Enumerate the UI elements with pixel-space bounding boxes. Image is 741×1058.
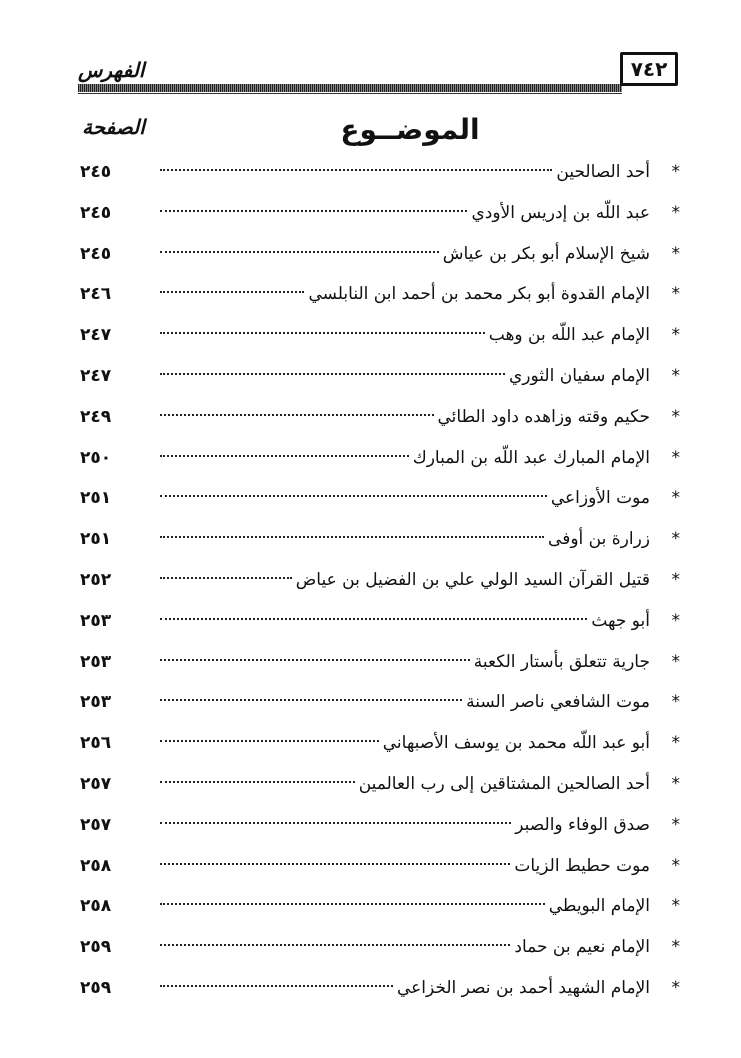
page-number: ٧٤٢ <box>620 52 678 86</box>
toc-entry-title: قتيل القرآن السيد الولي علي بن الفضيل بن عياض <box>295 569 650 590</box>
toc-entry <box>80 682 680 723</box>
toc-entry <box>80 764 680 805</box>
dot-leader <box>160 290 304 293</box>
toc-entry-title: أبو عبد اللّه محمد بن يوسف الأصبهاني <box>382 733 650 754</box>
toc-entry-title: أحد الصالحين <box>556 162 650 182</box>
toc-entry <box>80 397 680 438</box>
toc-entry-page: ٢٤٩ <box>80 406 112 427</box>
toc-entry-page: ٢٤٧ <box>80 325 112 346</box>
dot-leader <box>160 576 292 579</box>
toc-entry-page: ٢٥١ <box>80 529 112 550</box>
toc-entry-title: الإمام القدوة أبو بكر محمد بن أحمد ابن النابلسي <box>308 284 650 305</box>
dot-leader <box>160 658 470 661</box>
toc-entry <box>80 193 680 234</box>
toc-entry-page: ٢٤٥ <box>80 202 112 223</box>
dot-leader <box>160 535 544 538</box>
running-title: الفهرس <box>78 58 145 82</box>
dot-leader <box>160 250 439 253</box>
toc-entry-page: ٢٥٩ <box>80 937 112 958</box>
toc-entry-page: ٢٥٣ <box>80 610 112 631</box>
toc-entry <box>80 519 680 560</box>
bullet-icon: * <box>671 692 680 713</box>
toc-entry-page: ٢٥٧ <box>80 814 112 835</box>
dot-leader <box>160 494 547 497</box>
bullet-icon: * <box>671 284 680 305</box>
dot-leader <box>160 739 379 742</box>
dot-leader <box>160 372 505 375</box>
toc-entry-title: موت حطيط الزيات <box>514 855 650 876</box>
bullet-icon: * <box>671 855 680 876</box>
toc-entry-title: موت الأوزاعي <box>550 488 650 509</box>
header-rule-thin <box>78 93 622 94</box>
bullet-icon: * <box>671 733 680 754</box>
bullet-icon: * <box>671 162 680 182</box>
page-header <box>78 52 678 96</box>
toc-entry-page: ٢٤٧ <box>80 365 112 386</box>
bullet-icon: * <box>671 365 680 386</box>
dot-leader <box>160 617 587 620</box>
bullet-icon: * <box>671 610 680 631</box>
column-heading-page: الصفحة <box>82 115 145 139</box>
toc-entry-title: الإمام سفيان الثوري <box>508 365 650 386</box>
dot-leader <box>160 331 485 334</box>
toc-entry <box>80 886 680 927</box>
dot-leader <box>160 454 409 457</box>
toc-entry-page: ٢٥٧ <box>80 773 112 794</box>
toc-list <box>80 152 680 1009</box>
bullet-icon: * <box>671 937 680 958</box>
bullet-icon: * <box>671 896 680 917</box>
toc-entry-title: الإمام الشهيد أحمد بن نصر الخزاعي <box>396 977 650 998</box>
header-rule <box>78 84 622 92</box>
toc-entry-page: ٢٥٨ <box>80 855 112 876</box>
toc-entry-page: ٢٥٨ <box>80 896 112 917</box>
toc-entry-title: جارية تتعلق بأستار الكعبة <box>473 651 650 672</box>
toc-entry <box>80 968 680 1009</box>
toc-entry <box>80 274 680 315</box>
toc-entry-page: ٢٤٥ <box>80 243 112 264</box>
dot-leader <box>160 209 467 212</box>
toc-entry-page: ٢٤٦ <box>80 284 112 305</box>
column-heading-topic: الموضــوع <box>340 113 480 146</box>
bullet-icon: * <box>671 202 680 223</box>
toc-entry-title: أحد الصالحين المشتاقين إلى رب العالمين <box>358 773 650 794</box>
bullet-icon: * <box>671 447 680 468</box>
dot-leader <box>160 862 510 865</box>
bullet-icon: * <box>671 243 680 264</box>
bullet-icon: * <box>671 651 680 672</box>
bullet-icon: * <box>671 529 680 550</box>
toc-entry <box>80 438 680 479</box>
toc-entry <box>80 356 680 397</box>
toc-entry <box>80 234 680 275</box>
bullet-icon: * <box>671 488 680 509</box>
toc-entry-title: عبد اللّه بن إدريس الأودي <box>471 202 650 223</box>
dot-leader <box>160 943 510 946</box>
toc-entry <box>80 805 680 846</box>
dot-leader <box>160 413 434 416</box>
toc-entry-page: ٢٥٢ <box>80 569 112 590</box>
dot-leader <box>160 902 545 905</box>
toc-entry-page: ٢٥٣ <box>80 651 112 672</box>
toc-entry <box>80 723 680 764</box>
toc-entry <box>80 152 680 193</box>
toc-entry-page: ٢٥١ <box>80 488 112 509</box>
toc-entry <box>80 478 680 519</box>
toc-entry-title: شيخ الإسلام أبو بكر بن عياش <box>442 243 650 264</box>
dot-leader <box>160 698 462 701</box>
dot-leader <box>160 780 355 783</box>
dot-leader <box>160 984 393 987</box>
toc-entry-page: ٢٤٥ <box>80 162 112 182</box>
toc-entry <box>80 560 680 601</box>
toc-entry-title: موت الشافعي ناصر السنة <box>466 692 650 713</box>
bullet-icon: * <box>671 977 680 998</box>
toc-entry-title: الإمام البويطي <box>548 896 650 917</box>
bullet-icon: * <box>671 325 680 346</box>
toc-entry-title: أبو جهث <box>591 610 650 631</box>
dot-leader <box>160 821 511 824</box>
toc-entry-title: صدق الوفاء والصبر <box>515 814 650 835</box>
toc-entry <box>80 846 680 887</box>
toc-entry <box>80 642 680 683</box>
toc-entry-page: ٢٥٩ <box>80 977 112 998</box>
toc-entry-title: زرارة بن أوفى <box>548 529 650 550</box>
toc-entry-title: حكيم وقته وزاهده داود الطائي <box>437 406 650 427</box>
toc-entry <box>80 601 680 642</box>
toc-entry-title: الإمام نعيم بن حماد <box>514 937 650 958</box>
bullet-icon: * <box>671 406 680 427</box>
toc-entry-page: ٢٥٦ <box>80 733 112 754</box>
toc-entry-page: ٢٥٣ <box>80 692 112 713</box>
bullet-icon: * <box>671 773 680 794</box>
toc-entry-page: ٢٥٠ <box>80 447 112 468</box>
toc-entry-title: الإمام عبد اللّه بن وهب <box>488 325 650 346</box>
dot-leader <box>160 168 552 171</box>
toc-entry-title: الإمام المبارك عبد اللّه بن المبارك <box>412 447 650 468</box>
toc-entry <box>80 315 680 356</box>
toc-entry <box>80 927 680 968</box>
bullet-icon: * <box>671 814 680 835</box>
bullet-icon: * <box>671 569 680 590</box>
